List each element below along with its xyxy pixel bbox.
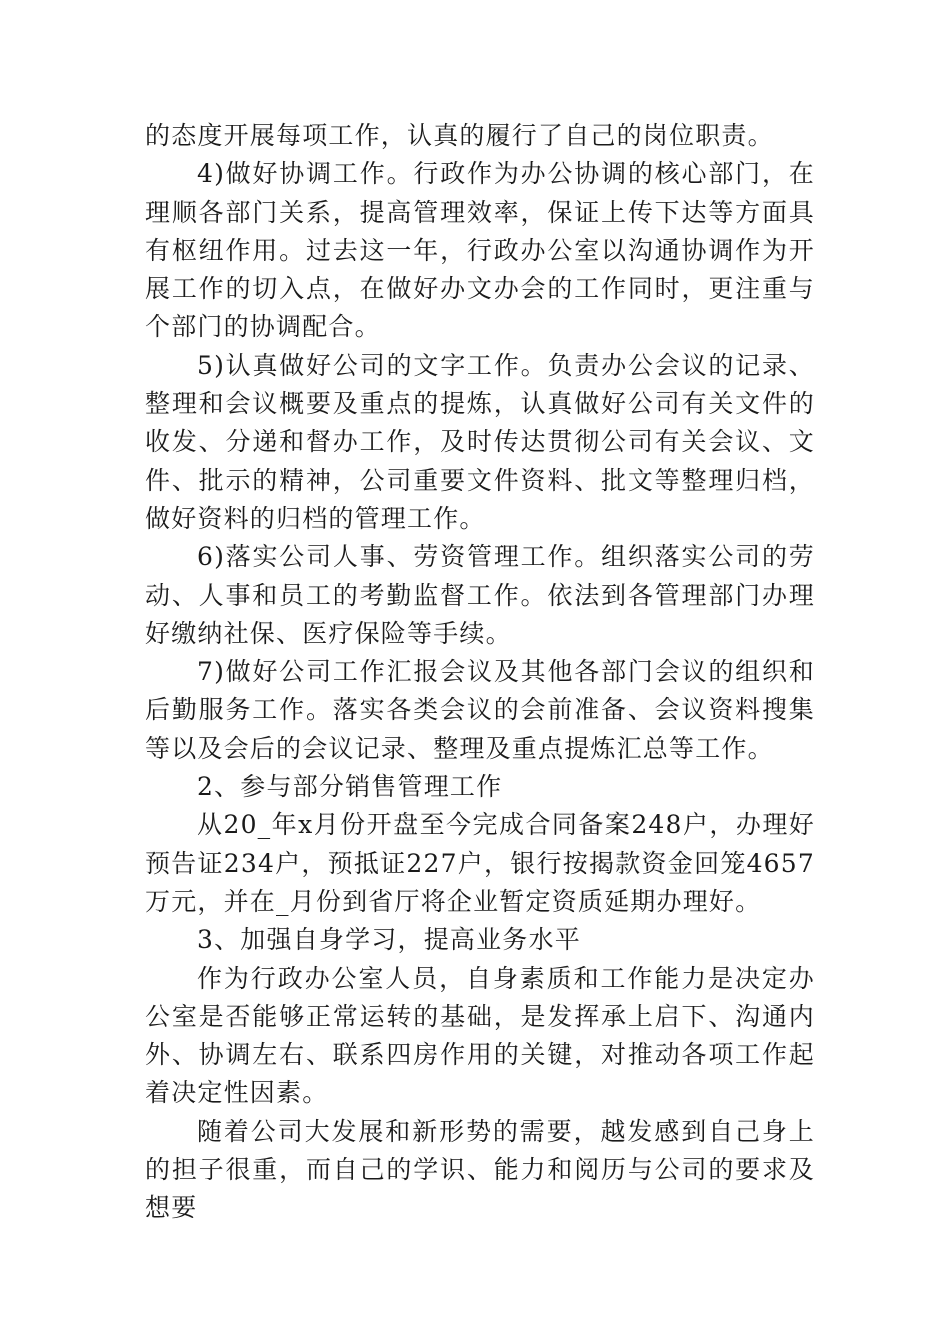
paragraph-item-4: 4)做好协调工作。行政作为办公协调的核心部门，在理顺各部门关系，提高管理效率，保证上传下达等方面具有枢纽作用。过去这一年，行政办公室以沟通协调作为开展工作的切入点，在做好办文办会的工作同时，更注重与个部门的协调配合。 — [145, 159, 815, 342]
document-body — [145, 117, 815, 1228]
section-heading-2: 2、参与部分销售管理工作 — [197, 772, 503, 802]
paragraph-item-6: 6)落实公司人事、劳资管理工作。组织落实公司的劳动、人事和员工的考勤监督工作。依法到各管理部门办理好缴纳社保、医疗保险等手续。 — [145, 542, 815, 648]
paragraph-self-study: 作为行政办公室人员，自身素质和工作能力是决定办公室是否能够正常运转的基础，是发挥承上启下、沟通内外、协调左右、联系四房作用的关键，对推动各项工作起着决定性因素。 — [145, 963, 815, 1108]
paragraph-sales: 从20_年x月份开盘至今完成合同备案248户，办理好预告证234户，预抵证227户，银行按揭款资金回笼4657万元，并在_月份到省厅将企业暂定资质延期办理好。 — [145, 810, 815, 916]
paragraph-continuation: 的态度开展每项工作，认真的履行了自己的岗位职责。 — [145, 121, 774, 150]
paragraph-development: 随着公司大发展和新形势的需要，越发感到自己身上的担子很重，而自己的学识、能力和阅历与公司的要求及想要 — [145, 1116, 815, 1223]
paragraph-item-7: 7)做好公司工作汇报会议及其他各部门会议的组织和后勤服务工作。落实各类会议的会前准备、会议资料搜集等以及会后的会议记录、整理及重点提炼汇总等工作。 — [145, 657, 815, 763]
section-heading-3: 3、加强自身学习，提高业务水平 — [197, 925, 581, 955]
paragraph-item-5: 5)认真做好公司的文字工作。负责办公会议的记录、整理和会议概要及重点的提炼，认真做好公司有关文件的收发、分递和督办工作，及时传达贯彻公司有关会议、文件、批示的精神，公司重要文件资料、批文等整理归档，做好资料的归档的管理工作。 — [145, 350, 815, 533]
